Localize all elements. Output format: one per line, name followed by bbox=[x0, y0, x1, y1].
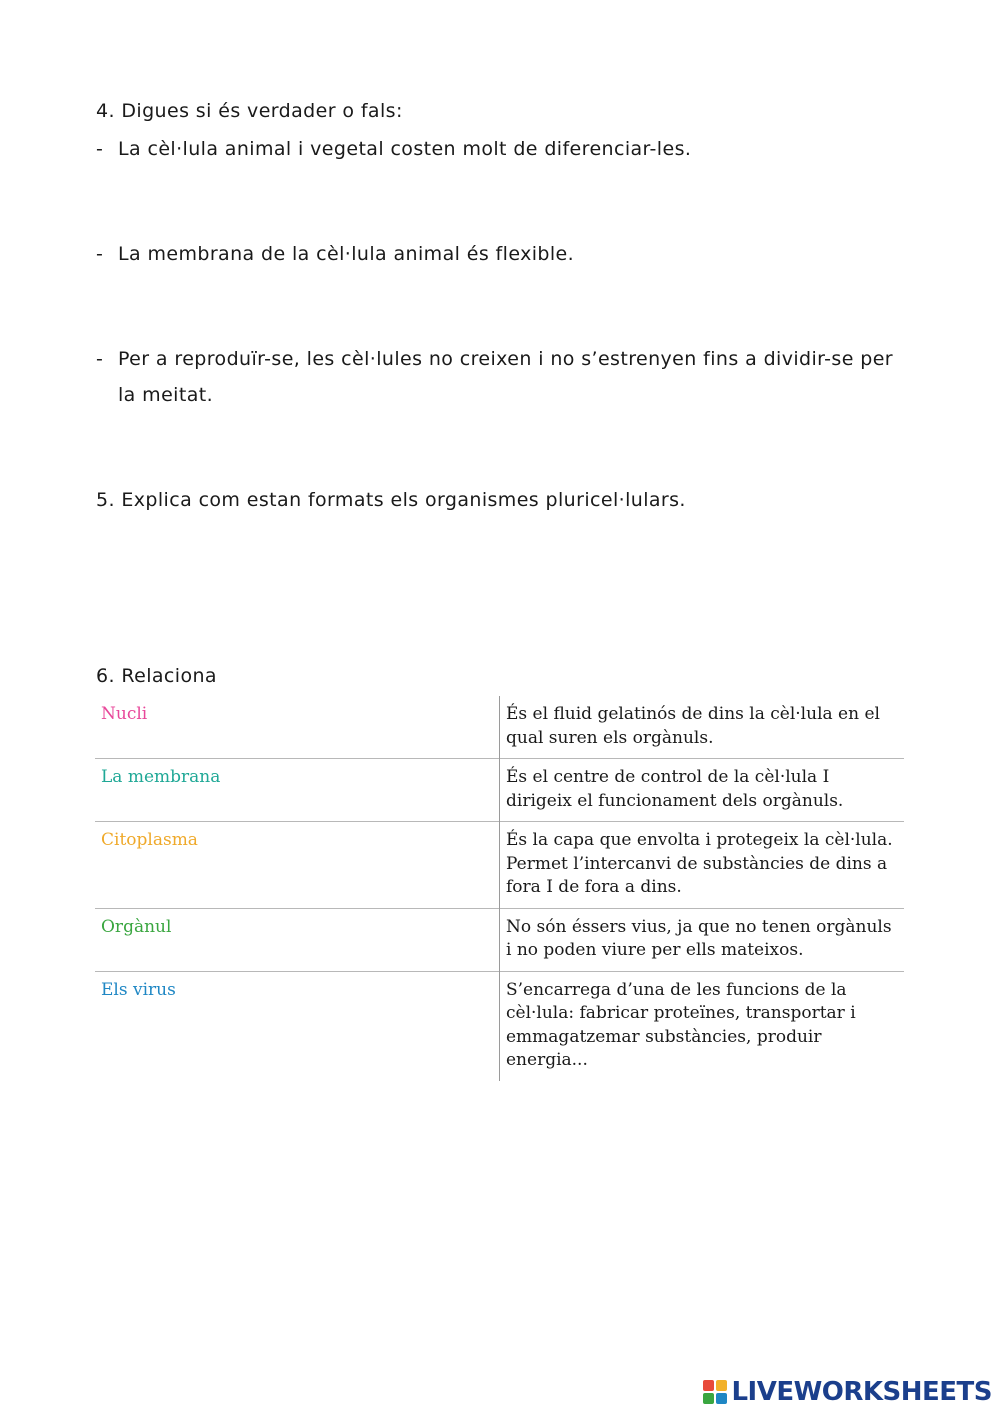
logo-square bbox=[716, 1380, 727, 1391]
logo-square bbox=[716, 1393, 727, 1404]
definition-cell: S’encarrega d’una de les funcions de la cèl·lula: fabricar proteïnes, transportar i emmagatzemar substàncies, produir energia... bbox=[500, 971, 905, 1081]
term-cell bbox=[95, 696, 500, 759]
table-row bbox=[95, 971, 904, 1081]
question-6-title: 6. Relaciona bbox=[96, 665, 217, 687]
definition-cell: És el centre de control de la cèl·lula I dirigeix el funcionament dels orgànuls. bbox=[500, 759, 905, 822]
table-row bbox=[95, 908, 904, 971]
table-row bbox=[95, 696, 904, 759]
statement-text: Per a reproduïr-se, les cèl·lules no creixen i no s’estrenyen fins a dividir-se per la meitat. bbox=[118, 348, 894, 406]
definition-cell: És la capa que envolta i protegeix la cèl·lula. Permet l’intercanvi de substàncies de dins a fora I de fora a dins. bbox=[500, 822, 905, 909]
statement-text: La membrana de la cèl·lula animal és flexible. bbox=[118, 243, 575, 265]
liveworksheets-brand bbox=[703, 1377, 992, 1407]
relate-table bbox=[95, 696, 904, 1081]
term-cell bbox=[95, 971, 500, 1081]
brand-wordmark: LIVEWORKSHEETS bbox=[731, 1377, 992, 1407]
bullet-dash: - bbox=[96, 138, 104, 160]
term-membrana: La membrana bbox=[101, 767, 221, 787]
definition-cell: És el fluid gelatinós de dins la cèl·lula en el qual suren els orgànuls. bbox=[500, 696, 905, 759]
bullet-dash: - bbox=[96, 348, 104, 370]
term-cell bbox=[95, 759, 500, 822]
bullet-dash: - bbox=[96, 243, 104, 265]
term-organul: Orgànul bbox=[101, 916, 172, 937]
term-cell bbox=[95, 822, 500, 909]
definition-cell: No són éssers vius, ja que no tenen orgànuls i no poden viure per ells mateixos. bbox=[500, 908, 905, 971]
term-nucli: Nucli bbox=[101, 704, 148, 724]
term-cell bbox=[95, 908, 500, 971]
term-citoplasma: Citoplasma bbox=[101, 830, 198, 850]
table-row bbox=[95, 759, 904, 822]
true-false-item-3 bbox=[96, 341, 906, 413]
liveworksheets-logo-icon bbox=[703, 1380, 727, 1404]
question-5-title: 5. Explica com estan formats els organismes pluricel·lulars. bbox=[96, 489, 686, 511]
statement-text: La cèl·lula animal i vegetal costen molt de diferenciar-les. bbox=[118, 138, 692, 160]
logo-square bbox=[703, 1393, 714, 1404]
logo-square bbox=[703, 1380, 714, 1391]
question-4-title: 4. Digues si és verdader o fals: bbox=[96, 100, 403, 122]
true-false-item-1 bbox=[96, 131, 906, 167]
term-virus: Els virus bbox=[101, 979, 176, 1000]
true-false-item-2 bbox=[96, 236, 906, 272]
table-row bbox=[95, 822, 904, 909]
